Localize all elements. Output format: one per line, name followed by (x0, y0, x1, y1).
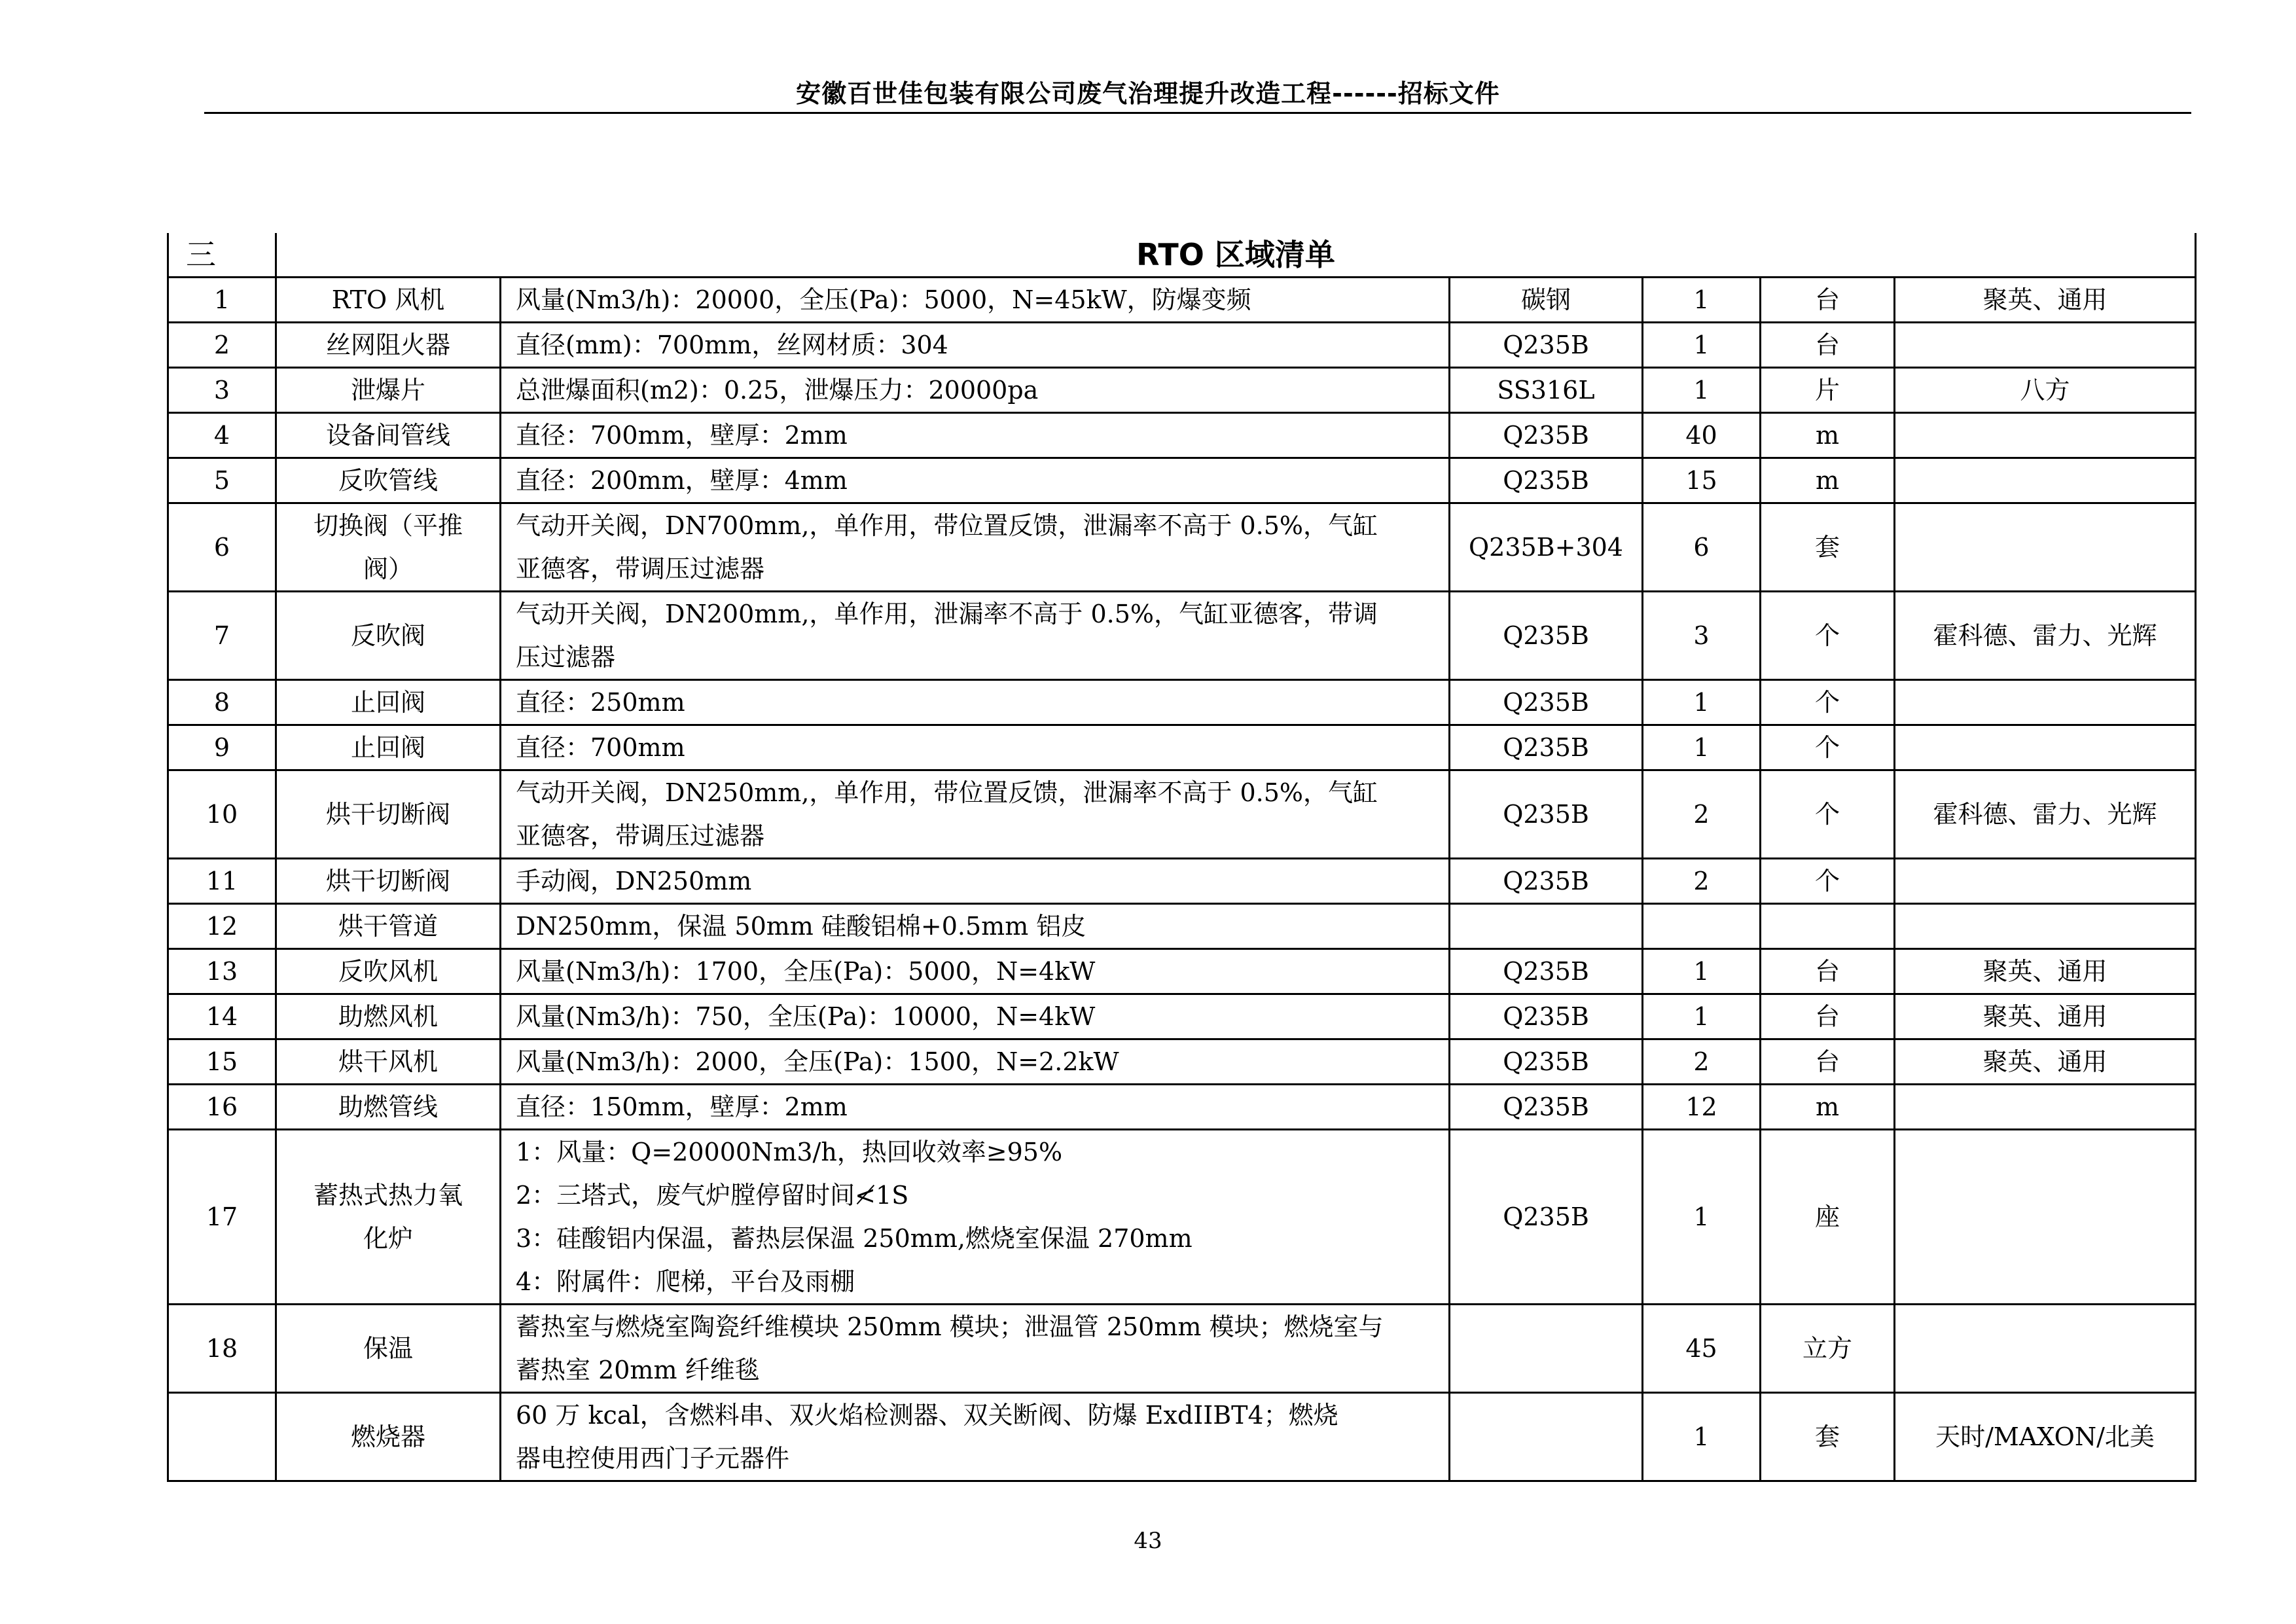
item-spec-cell (501, 413, 1450, 458)
item-quantity-cell: 1 (1643, 323, 1761, 368)
item-name-cell (276, 770, 501, 859)
item-number-cell: 13 (168, 949, 276, 994)
item-spec-line: 气动开关阀，DN200mm,，单作用，泄漏率不高于 0.5%，气缸亚德客，带调 (516, 600, 1378, 628)
item-spec-cell (501, 949, 1450, 994)
item-spec-line: 风量(Nm3/h)：750，全压(Pa)：10000，N=4kW (516, 1002, 1096, 1031)
item-brand-cell (1895, 1130, 2196, 1305)
item-unit-cell: 个 (1761, 592, 1895, 680)
item-quantity-cell: 1 (1643, 368, 1761, 413)
table-row (168, 680, 2196, 725)
item-quantity-cell: 6 (1643, 503, 1761, 592)
item-name-line: 阀） (363, 554, 413, 583)
item-material-cell: Q235B (1450, 1130, 1643, 1305)
item-brand-cell (1895, 904, 2196, 949)
item-spec-line: 蓄热室与燃烧室陶瓷纤维模块 250mm 模块；泄温管 250mm 模块；燃烧室与 (516, 1312, 1384, 1341)
item-unit-cell: 个 (1761, 770, 1895, 859)
item-spec-line: 亚德客，带调压过滤器 (516, 554, 765, 583)
item-brand-cell (1895, 680, 2196, 725)
item-brand-cell: 霍科德、雷力、光辉 (1895, 770, 2196, 859)
table-row (168, 859, 2196, 904)
item-unit-cell: 台 (1761, 1039, 1895, 1085)
item-spec-cell (501, 680, 1450, 725)
item-spec-line: 60 万 kcal，含燃料串、双火焰检测器、双关断阀、防爆 ExdIIBT4；燃烧 (516, 1401, 1338, 1430)
item-brand-cell: 八方 (1895, 368, 2196, 413)
item-name-line: 烘干切断阀 (325, 800, 450, 829)
item-name-line: 反吹风机 (338, 957, 438, 986)
item-spec-cell (501, 1130, 1450, 1305)
item-spec-line: 风量(Nm3/h)：1700，全压(Pa)：5000，N=4kW (516, 957, 1096, 986)
item-material-cell (1450, 1393, 1643, 1481)
item-unit-cell: 座 (1761, 1130, 1895, 1305)
item-brand-cell (1895, 1305, 2196, 1393)
item-spec-line: 气动开关阀，DN700mm,，单作用，带位置反馈，泄漏率不高于 0.5%，气缸 (516, 511, 1378, 540)
item-brand-cell: 聚英、通用 (1895, 1039, 2196, 1085)
item-quantity-cell: 40 (1643, 413, 1761, 458)
item-spec-line: 风量(Nm3/h)：2000，全压(Pa)：1500，N=2.2kW (516, 1047, 1119, 1076)
item-name-cell (276, 1039, 501, 1085)
item-name-line: 止回阀 (350, 733, 425, 762)
table-row (168, 1305, 2196, 1393)
item-quantity-cell: 2 (1643, 859, 1761, 904)
item-spec-line: 3：硅酸铝内保温，蓄热层保温 250mm,燃烧室保温 270mm (516, 1224, 1193, 1253)
item-name-line: 反吹管线 (338, 466, 438, 495)
item-quantity-cell: 1 (1643, 1130, 1761, 1305)
item-spec-line: 亚德客，带调压过滤器 (516, 821, 765, 850)
table-row (168, 458, 2196, 503)
item-spec-line: 直径(mm)：700mm，丝网材质：304 (516, 331, 948, 359)
item-brand-cell (1895, 725, 2196, 770)
table-row (168, 323, 2196, 368)
item-unit-cell: 台 (1761, 994, 1895, 1039)
item-material-cell: Q235B (1450, 323, 1643, 368)
item-spec-cell (501, 1393, 1450, 1481)
item-quantity-cell: 12 (1643, 1085, 1761, 1130)
item-unit-cell: 立方 (1761, 1305, 1895, 1393)
table-row (168, 503, 2196, 592)
item-spec-line: 气动开关阀，DN250mm,，单作用，带位置反馈，泄漏率不高于 0.5%，气缸 (516, 778, 1378, 807)
item-name-cell (276, 458, 501, 503)
item-quantity-cell: 1 (1643, 994, 1761, 1039)
item-quantity-cell: 1 (1643, 725, 1761, 770)
item-name-cell (276, 859, 501, 904)
item-name-cell (276, 413, 501, 458)
item-quantity-cell: 1 (1643, 278, 1761, 323)
item-number-cell: 17 (168, 1130, 276, 1305)
item-name-line: 化炉 (363, 1224, 413, 1253)
item-name-cell (276, 323, 501, 368)
item-name-cell (276, 680, 501, 725)
item-name-line: 设备间管线 (325, 421, 450, 450)
rto-equipment-table (167, 233, 2197, 1482)
item-unit-cell: 台 (1761, 278, 1895, 323)
item-spec-line: 直径：700mm (516, 733, 685, 762)
item-material-cell: Q235B (1450, 592, 1643, 680)
item-quantity-cell: 2 (1643, 1039, 1761, 1085)
item-unit-cell: 套 (1761, 1393, 1895, 1481)
item-name-cell (276, 1393, 501, 1481)
item-number-cell: 11 (168, 859, 276, 904)
item-material-cell: Q235B (1450, 859, 1643, 904)
item-unit-cell: 台 (1761, 949, 1895, 994)
item-spec-cell (501, 592, 1450, 680)
item-brand-cell (1895, 859, 2196, 904)
item-number-cell: 18 (168, 1305, 276, 1393)
item-quantity-cell: 15 (1643, 458, 1761, 503)
item-spec-cell (501, 994, 1450, 1039)
table-row (168, 368, 2196, 413)
item-name-cell (276, 278, 501, 323)
item-material-cell: Q235B (1450, 458, 1643, 503)
item-name-line: 助燃管线 (338, 1092, 438, 1121)
item-name-line: 泄爆片 (350, 376, 425, 405)
item-material-cell: 碳钢 (1450, 278, 1643, 323)
page-number: 43 (1134, 1528, 1162, 1554)
item-material-cell: SS316L (1450, 368, 1643, 413)
item-number-cell: 14 (168, 994, 276, 1039)
item-material-cell: Q235B (1450, 949, 1643, 994)
item-spec-cell (501, 904, 1450, 949)
item-spec-cell (501, 503, 1450, 592)
item-brand-cell: 霍科德、雷力、光辉 (1895, 592, 2196, 680)
item-name-line: 燃烧器 (350, 1422, 425, 1451)
item-number-cell: 6 (168, 503, 276, 592)
item-name-cell (276, 1130, 501, 1305)
item-unit-cell: 套 (1761, 503, 1895, 592)
item-quantity-cell: 1 (1643, 949, 1761, 994)
item-name-cell (276, 1085, 501, 1130)
item-name-line: 助燃风机 (338, 1002, 438, 1031)
item-brand-cell: 天时/MAXON/北美 (1895, 1393, 2196, 1481)
table-row (168, 413, 2196, 458)
table-row (168, 1039, 2196, 1085)
item-spec-line: 4：附属件：爬梯，平台及雨棚 (516, 1267, 855, 1296)
item-spec-line: 手动阀，DN250mm (516, 867, 752, 895)
item-unit-cell: m (1761, 413, 1895, 458)
item-material-cell: Q235B (1450, 770, 1643, 859)
item-name-line: RTO 风机 (331, 285, 445, 314)
item-brand-cell (1895, 1085, 2196, 1130)
item-name-line: 烘干风机 (338, 1047, 438, 1076)
item-spec-cell (501, 323, 1450, 368)
item-number-cell (168, 1393, 276, 1481)
table-row (168, 278, 2196, 323)
item-spec-line: 1：风量：Q=20000Nm3/h，热回收效率≥95% (516, 1138, 1063, 1166)
table-row (168, 725, 2196, 770)
item-brand-cell: 聚英、通用 (1895, 949, 2196, 994)
item-quantity-cell: 2 (1643, 770, 1761, 859)
item-name-line: 蓄热式热力氧 (313, 1181, 463, 1210)
item-name-cell (276, 1305, 501, 1393)
item-number-cell: 4 (168, 413, 276, 458)
table-row (168, 592, 2196, 680)
section-number: 三 (168, 233, 276, 278)
item-number-cell: 16 (168, 1085, 276, 1130)
item-material-cell: Q235B (1450, 1085, 1643, 1130)
item-number-cell: 8 (168, 680, 276, 725)
item-unit-cell (1761, 904, 1895, 949)
item-spec-cell (501, 725, 1450, 770)
item-spec-line: 2：三塔式，废气炉膛停留时间≮1S (516, 1181, 909, 1210)
item-unit-cell: 个 (1761, 725, 1895, 770)
item-quantity-cell: 1 (1643, 1393, 1761, 1481)
item-name-line: 切换阀（平推 (313, 511, 463, 540)
item-quantity-cell (1643, 904, 1761, 949)
item-material-cell: Q235B (1450, 725, 1643, 770)
table-row (168, 1393, 2196, 1481)
item-number-cell: 3 (168, 368, 276, 413)
item-spec-line: 风量(Nm3/h)：20000，全压(Pa)：5000，N=45kW，防爆变频 (516, 285, 1251, 314)
item-unit-cell: m (1761, 1085, 1895, 1130)
item-quantity-cell: 3 (1643, 592, 1761, 680)
item-name-cell (276, 368, 501, 413)
item-number-cell: 2 (168, 323, 276, 368)
item-brand-cell (1895, 323, 2196, 368)
item-spec-cell (501, 1039, 1450, 1085)
item-spec-cell (501, 278, 1450, 323)
item-material-cell (1450, 1305, 1643, 1393)
item-quantity-cell: 45 (1643, 1305, 1761, 1393)
item-spec-cell (501, 368, 1450, 413)
item-name-line: 止回阀 (350, 688, 425, 717)
item-name-cell (276, 994, 501, 1039)
item-name-cell (276, 725, 501, 770)
item-name-cell (276, 503, 501, 592)
item-name-cell (276, 904, 501, 949)
item-spec-line: 器电控使用西门子元器件 (516, 1444, 790, 1473)
table-row (168, 770, 2196, 859)
item-number-cell: 1 (168, 278, 276, 323)
item-material-cell: Q235B (1450, 994, 1643, 1039)
item-number-cell: 7 (168, 592, 276, 680)
document-header-title: 安徽百世佳包装有限公司废气治理提升改造工程------招标文件 (796, 79, 1500, 108)
item-name-line: 反吹阀 (350, 621, 425, 650)
item-number-cell: 12 (168, 904, 276, 949)
table-row (168, 904, 2196, 949)
item-spec-cell (501, 770, 1450, 859)
item-spec-cell (501, 458, 1450, 503)
item-unit-cell: 片 (1761, 368, 1895, 413)
item-quantity-cell: 1 (1643, 680, 1761, 725)
table-row (168, 1085, 2196, 1130)
item-material-cell (1450, 904, 1643, 949)
item-brand-cell (1895, 503, 2196, 592)
item-unit-cell: 个 (1761, 859, 1895, 904)
item-spec-line: 压过滤器 (516, 643, 616, 672)
item-name-line: 烘干管道 (338, 912, 438, 941)
item-spec-line: 蓄热室 20mm 纤维毯 (516, 1356, 760, 1384)
item-unit-cell: 台 (1761, 323, 1895, 368)
item-material-cell: Q235B (1450, 413, 1643, 458)
table-row (168, 949, 2196, 994)
header-divider (204, 112, 2191, 114)
table-row (168, 994, 2196, 1039)
item-number-cell: 5 (168, 458, 276, 503)
item-spec-line: 总泄爆面积(m2)：0.25，泄爆压力：20000pa (516, 376, 1039, 405)
item-spec-cell (501, 1305, 1450, 1393)
item-name-cell (276, 949, 501, 994)
item-spec-line: 直径：150mm，壁厚：2mm (516, 1092, 848, 1121)
item-spec-cell (501, 859, 1450, 904)
section-title: RTO 区域清单 (276, 233, 2196, 278)
item-spec-line: DN250mm，保温 50mm 硅酸铝棉+0.5mm 铝皮 (516, 912, 1086, 941)
item-unit-cell: 个 (1761, 680, 1895, 725)
table-row (168, 1130, 2196, 1305)
item-brand-cell: 聚英、通用 (1895, 994, 2196, 1039)
item-name-cell (276, 592, 501, 680)
item-brand-cell (1895, 413, 2196, 458)
item-material-cell: Q235B (1450, 1039, 1643, 1085)
item-brand-cell: 聚英、通用 (1895, 278, 2196, 323)
item-unit-cell: m (1761, 458, 1895, 503)
item-name-line: 保温 (363, 1334, 413, 1363)
section-header-row (168, 233, 2196, 278)
item-spec-line: 直径：700mm，壁厚：2mm (516, 421, 848, 450)
item-material-cell: Q235B (1450, 680, 1643, 725)
item-name-line: 丝网阻火器 (325, 331, 450, 359)
item-number-cell: 15 (168, 1039, 276, 1085)
item-number-cell: 9 (168, 725, 276, 770)
item-material-cell: Q235B+304 (1450, 503, 1643, 592)
item-name-line: 烘干切断阀 (325, 867, 450, 895)
item-spec-cell (501, 1085, 1450, 1130)
item-spec-line: 直径：250mm (516, 688, 685, 717)
item-spec-line: 直径：200mm，壁厚：4mm (516, 466, 848, 495)
item-brand-cell (1895, 458, 2196, 503)
item-number-cell: 10 (168, 770, 276, 859)
